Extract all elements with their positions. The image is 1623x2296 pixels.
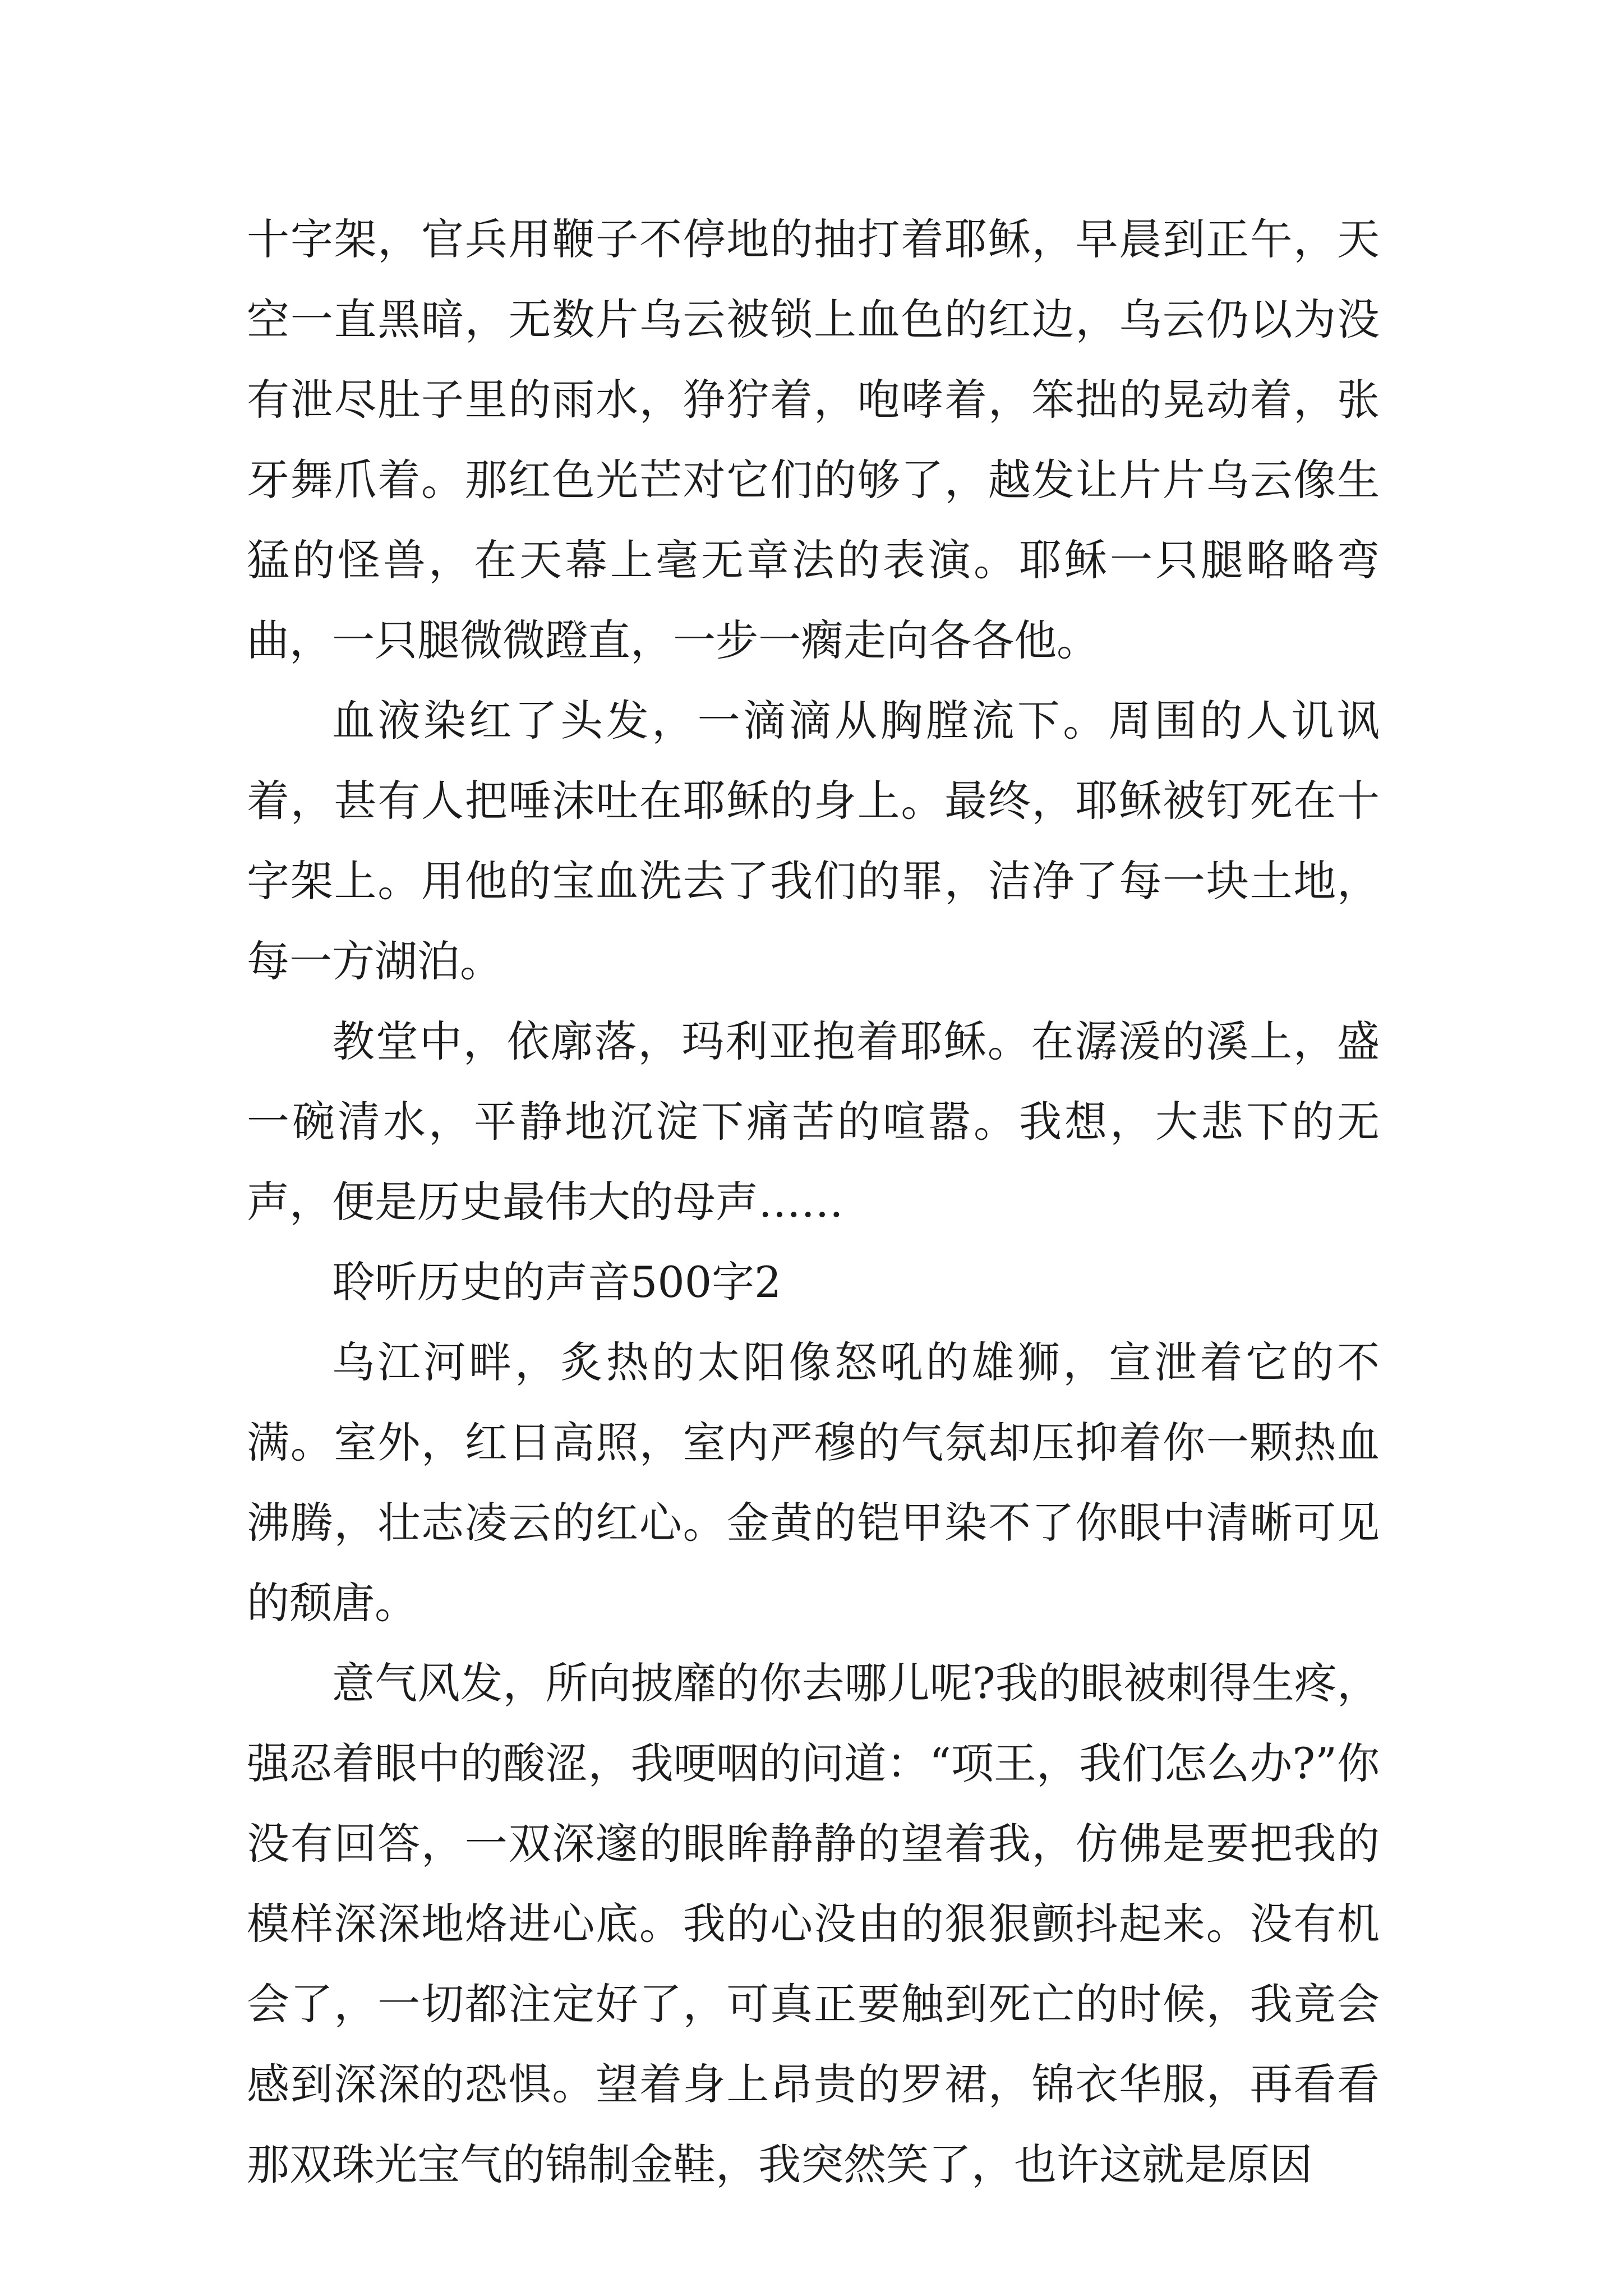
paragraph-1: 十字架，官兵用鞭子不停地的抽打着耶稣，早晨到正午，天空一直黑暗，无数片乌云被锁上血色的红边，乌云仍以为没有泄尽肚子里的雨水，狰狞着，咆哮着，笨拙的晃动着，张牙舞爪着。那红色光芒对它们的够了，越发让片片乌云像生猛的怪兽，在天幕上毫无章法的表演。耶稣一只腿略略弯曲，一只腿微微蹬直，一步一瘸走向各各他。: [247, 214, 1380, 665]
section-heading: 聆听历史的声音500字2: [332, 1257, 782, 1307]
paragraph-5: 意气风发，所向披靡的你去哪儿呢?我的眼被刺得生疼，强忍着眼中的酸涩，我哽咽的问道：“项王，我们怎么办?”你没有回答，一双深邃的眼眸静静的望着我，仿佛是要把我的模样深深地烙进心底。我的心没由的狠狠颤抖起来。没有机会了，一切都注定好了，可真正要触到死亡的时候，我竟会感到深深的恐惧。望着身上昂贵的罗裙，锦衣华服，再看看那双珠光宝气的锦制金鞋，我突然笑了，也许这就是原因: [247, 1658, 1380, 2189]
paragraph-2: 血液染红了头发，一滴滴从胸膛流下。周围的人讥讽着，甚有人把唾沫吐在耶稣的身上。最终，耶稣被钉死在十字架上。用他的宝血洗去了我们的罪，洁净了每一块土地，每一方湖泊。: [247, 696, 1380, 986]
document-body: [247, 199, 1380, 2205]
paragraph-3: 教堂中，依廓落，玛利亚抱着耶稣。在潺湲的溪上，盛一碗清水，平静地沉淀下痛苦的喧嚣。我想，大悲下的无声，便是历史最伟大的母声……: [247, 1016, 1380, 1227]
paragraph-4: 乌江河畔，炙热的太阳像怒吼的雄狮，宣泄着它的不满。室外，红日高照，室内严穆的气氛却压抑着你一颗热血沸腾，壮志凌云的红心。金黄的铠甲染不了你眼中清晰可见的颓唐。: [247, 1337, 1380, 1628]
